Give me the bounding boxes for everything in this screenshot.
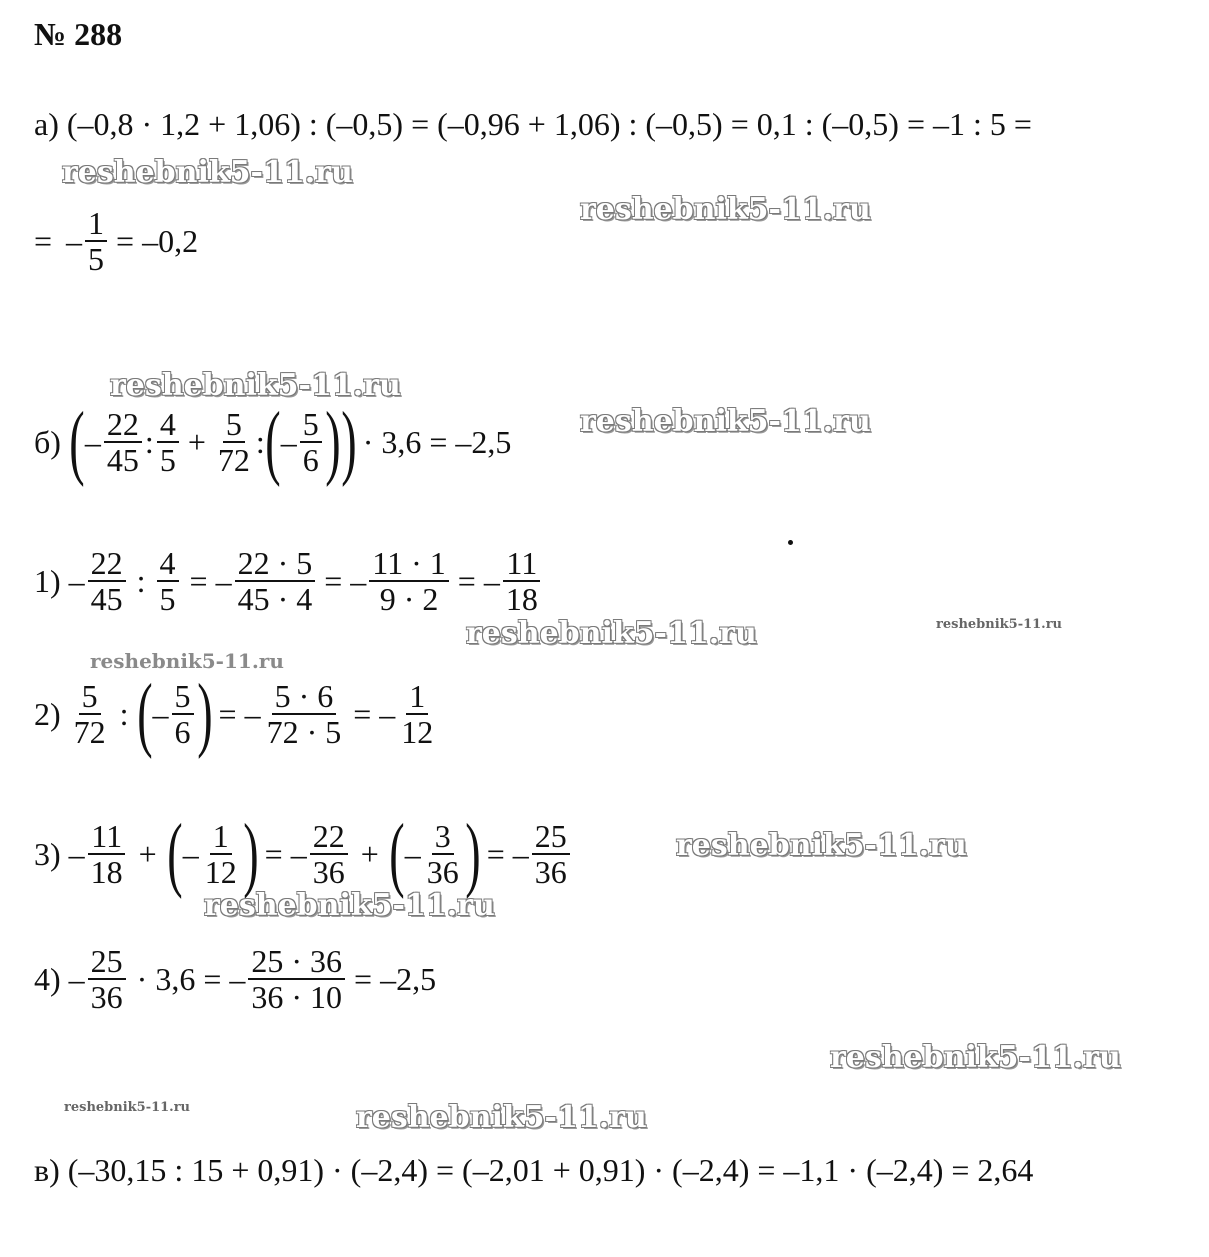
equals-minus: = – xyxy=(264,835,307,872)
left-paren: ( xyxy=(265,395,281,488)
part-v-line: в) (–30,15 : 15 + 0,91) · (–2,4) = (–2,01 + 0,91) · (–2,4) = –1,1 · (–2,4) = 2,64 xyxy=(34,1152,1034,1188)
fraction xyxy=(235,546,316,616)
numerator: 22 xyxy=(104,407,142,443)
step-2 xyxy=(34,667,439,760)
left-paren: ( xyxy=(136,667,153,760)
part-b-tail: · 3,6 = –2,5 xyxy=(362,423,512,460)
fraction xyxy=(202,819,240,889)
fraction xyxy=(88,944,126,1014)
colon-sign: : xyxy=(255,423,265,460)
denominator: 45 · 4 xyxy=(237,581,313,617)
equals-minus: = – xyxy=(353,695,396,732)
colon-sign: : xyxy=(119,695,129,732)
numerator: 5 · 6 xyxy=(272,679,337,715)
fraction xyxy=(88,546,126,616)
equals-minus: = – xyxy=(189,562,232,599)
watermark: reshebnik5-11.ru xyxy=(64,1100,191,1115)
colon-sign: : xyxy=(136,562,146,599)
denominator: 12 xyxy=(401,714,434,750)
numerator: 4 xyxy=(157,546,179,582)
right-paren: ) xyxy=(242,807,259,900)
fraction xyxy=(157,546,179,616)
fraction xyxy=(248,944,345,1014)
denominator: 36 xyxy=(534,854,567,890)
numerator: 5 xyxy=(300,407,322,443)
fraction xyxy=(398,679,436,749)
fraction xyxy=(172,679,194,749)
fraction xyxy=(532,819,570,889)
denominator: 72 xyxy=(73,714,106,750)
numerator: 1 xyxy=(406,679,428,715)
denominator: 6 xyxy=(174,714,191,750)
numerator: 1 xyxy=(210,819,232,855)
numerator: 25 xyxy=(532,819,570,855)
denominator: 36 xyxy=(312,854,345,890)
watermark: reshebnik5-11.ru xyxy=(936,617,1063,632)
denominator: 18 xyxy=(505,581,538,617)
equals-minus: = – xyxy=(324,562,367,599)
step-1-label: 1) – xyxy=(34,562,85,599)
part-b-expression xyxy=(34,395,512,488)
step-1 xyxy=(34,546,544,616)
left-paren-big: ( xyxy=(69,395,85,488)
numerator: 3 xyxy=(432,819,454,855)
colon-sign: : xyxy=(144,423,154,460)
plus-sign: + xyxy=(360,835,379,872)
fraction xyxy=(369,546,448,616)
step-4-label: 4) – xyxy=(34,960,85,997)
watermark: reshebnik5-11.ru xyxy=(830,1040,1121,1075)
watermark: reshebnik5-11.ru xyxy=(580,404,871,439)
fraction xyxy=(424,819,462,889)
watermark: reshebnik5-11.ru xyxy=(110,368,401,403)
denominator: 9 · 2 xyxy=(379,581,439,617)
step-3-label: 3) – xyxy=(34,835,85,872)
problem-number: № 288 xyxy=(34,16,123,52)
part-a-line2 xyxy=(34,206,198,276)
fraction-one-fifth xyxy=(85,206,107,276)
step-4-result: = –2,5 xyxy=(354,960,437,997)
equals-minus: = – xyxy=(457,562,500,599)
equals-minus: = – xyxy=(486,835,529,872)
plus-sign: + xyxy=(138,835,157,872)
denominator: 5 xyxy=(88,241,105,277)
numerator: 1 xyxy=(85,206,107,242)
minus-sign: – xyxy=(404,835,421,872)
right-paren: ) xyxy=(465,807,481,900)
denominator: 5 xyxy=(159,581,176,617)
part-b-label: б) xyxy=(34,423,61,460)
minus-sign: – xyxy=(182,835,199,872)
numerator: 5 xyxy=(172,679,194,715)
denominator: 12 xyxy=(204,854,237,890)
fraction-5-72 xyxy=(215,407,253,477)
fraction xyxy=(71,679,109,749)
minus-sign: – xyxy=(66,222,83,259)
result: = –0,2 xyxy=(116,222,199,259)
denominator: 72 xyxy=(217,442,250,478)
numerator: 25 · 36 xyxy=(248,944,345,980)
left-paren: ( xyxy=(389,807,405,900)
numerator: 4 xyxy=(157,407,179,443)
denominator: 6 xyxy=(302,442,319,478)
minus-sign: – xyxy=(152,695,169,732)
plus-sign: + xyxy=(187,423,206,460)
fraction xyxy=(264,679,345,749)
watermark: reshebnik5-11.ru xyxy=(204,888,495,923)
step-2-label: 2) xyxy=(34,695,61,732)
numerator: 11 xyxy=(503,546,540,582)
denominator: 5 xyxy=(159,442,176,478)
denominator: 45 xyxy=(90,581,123,617)
left-paren: ( xyxy=(166,807,183,900)
watermark: reshebnik5-11.ru xyxy=(90,649,284,673)
denominator: 36 · 10 xyxy=(251,979,343,1015)
step-4-middle: · 3,6 = – xyxy=(136,960,246,997)
minus-sign: – xyxy=(280,423,297,460)
minus-sign: – xyxy=(84,423,101,460)
denominator: 36 xyxy=(90,979,123,1015)
fraction-5-6 xyxy=(300,407,322,477)
right-paren: ) xyxy=(196,667,213,760)
watermark: reshebnik5-11.ru xyxy=(580,192,871,227)
numerator: 5 xyxy=(223,407,245,443)
denominator: 18 xyxy=(90,854,123,890)
equals-minus: = – xyxy=(218,695,261,732)
denominator: 45 xyxy=(106,442,139,478)
fraction-22-45 xyxy=(104,407,142,477)
numerator: 11 · 1 xyxy=(369,546,448,582)
stray-dot xyxy=(788,540,793,545)
step-3 xyxy=(34,807,573,900)
numerator: 22 xyxy=(88,546,126,582)
denominator: 36 xyxy=(426,854,459,890)
numerator: 25 xyxy=(88,944,126,980)
watermark: reshebnik5-11.ru xyxy=(466,616,757,651)
numerator: 11 xyxy=(88,819,125,855)
watermark: reshebnik5-11.ru xyxy=(676,828,967,863)
fraction xyxy=(310,819,348,889)
denominator: 72 · 5 xyxy=(266,714,342,750)
fraction xyxy=(88,819,126,889)
part-a-line1: а) (–0,8 · 1,2 + 1,06) : (–0,5) = (–0,96 + 1,06) : (–0,5) = 0,1 : (–0,5) = –1 : 5 = xyxy=(34,106,1032,142)
watermark: reshebnik5-11.ru xyxy=(356,1100,647,1135)
fraction-4-5 xyxy=(157,407,179,477)
right-paren: ) xyxy=(325,395,341,488)
numerator: 22 · 5 xyxy=(235,546,316,582)
fraction xyxy=(503,546,541,616)
step-4 xyxy=(34,944,436,1014)
numerator: 22 xyxy=(310,819,348,855)
watermark: reshebnik5-11.ru xyxy=(62,155,353,190)
equals-sign: = xyxy=(34,222,53,259)
right-paren-big: ) xyxy=(341,395,357,488)
numerator: 5 xyxy=(79,679,101,715)
